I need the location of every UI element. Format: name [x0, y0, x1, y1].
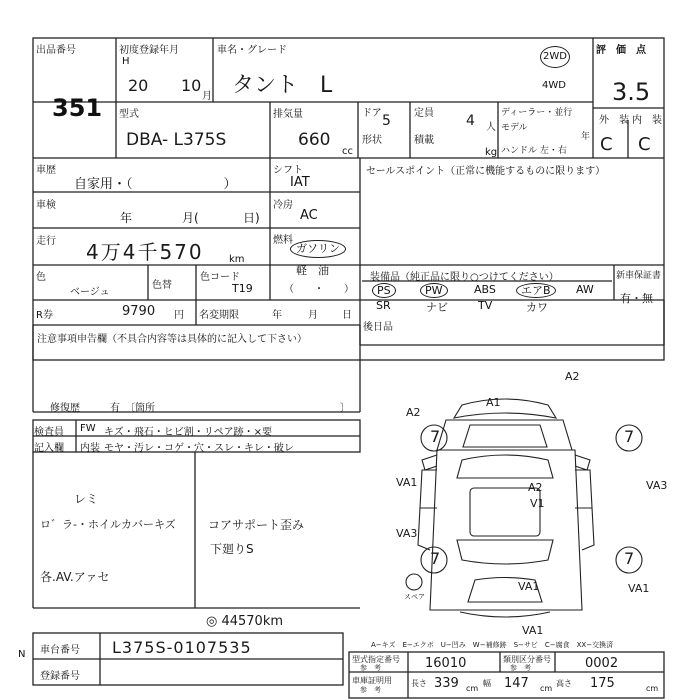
doors-label: ドア [362, 108, 382, 119]
lot-label: 出品番号 [36, 45, 76, 56]
mark-front-a1: A1 [486, 396, 501, 409]
len-unit: cm [466, 684, 479, 693]
mark-left-va3: VA3 [396, 527, 418, 540]
equip-leather: カワ [526, 301, 548, 314]
color-value: ベージュ [70, 287, 110, 298]
equip-airbag: エアB [516, 283, 556, 298]
dealer-year-unit: 年 [581, 132, 591, 142]
manual-value: 有・無 [620, 292, 653, 305]
lot-number: 351 [52, 94, 103, 122]
wid-value: 147 [504, 676, 529, 691]
repair-label: 修復歴 [50, 403, 80, 414]
spare-label: スペア [404, 593, 425, 601]
cert-label: 車庫証明用 [352, 676, 392, 685]
shape-label: 形状 [362, 135, 382, 146]
equip-ps: PS [372, 283, 396, 298]
reg-no-label: 登録番号 [40, 671, 80, 682]
name-change-label: 名変期限 [199, 310, 239, 321]
mark-bumper-va1: VA1 [522, 624, 544, 637]
wheel-fr-mark: 7 [624, 427, 635, 446]
recycle-unit: 円 [174, 310, 184, 321]
note-4: 下廻りS [210, 542, 254, 556]
grade-value: 3.5 [612, 78, 651, 106]
exterior-label: 外 装 [599, 115, 629, 126]
cert-sub: 参 考 [360, 686, 381, 694]
n-mark: N [18, 649, 26, 660]
mark-right-va1: VA1 [628, 582, 650, 595]
fuel-gas-circled: ガソリン [290, 240, 346, 258]
chassis-label: 車台番号 [40, 645, 80, 656]
mileage-value: 4万4千570 [86, 240, 204, 264]
color-label: 色 [36, 272, 46, 283]
color-code-label: 色コード [200, 272, 240, 283]
drive-4wd: 4WD [542, 80, 566, 91]
wid-label: 幅 [483, 679, 491, 688]
wid-unit: cm [540, 684, 553, 693]
retrofit-label: 後日品 [363, 322, 393, 333]
inspection-day-unit: 日) [243, 211, 260, 225]
check-row1-head: FW [80, 423, 96, 434]
model-label: 型式 [119, 109, 139, 120]
wheel-rr-mark: 7 [624, 549, 635, 568]
equipment-label: 装備品（純正品に限り○つけてください） [370, 272, 559, 283]
entry-label: 記入欄 [34, 443, 64, 454]
len-value: 339 [434, 676, 459, 691]
mark-right-va3: VA3 [646, 479, 668, 492]
class-label: 類別区分番号 [503, 655, 551, 664]
len-label: 長さ [411, 679, 427, 688]
car-name-label: 車名・グレード [217, 45, 287, 56]
repair-value: 有 〔箇所 [110, 403, 155, 414]
equip-pw: PW [420, 283, 448, 298]
first-reg-era: H [122, 56, 130, 67]
drive-2wd-circled: 2WD [540, 46, 570, 68]
hgt-value: 175 [590, 676, 615, 691]
mark-rear-va1: VA1 [518, 580, 540, 593]
recycle-label: R券 [36, 310, 53, 321]
equip-sr: SR [376, 299, 391, 312]
dealer-model-label: モデル [501, 123, 528, 133]
mileage-note: ◎ 44570km [206, 614, 284, 629]
chassis-value: L375S-0107535 [112, 638, 252, 657]
inspection-month-unit: 月( [182, 211, 199, 225]
check-row2: モヤ・汚レ・コゲ・穴・スレ・キレ・破レ [104, 443, 294, 454]
recycle-value: 9790 [122, 304, 156, 319]
capacity-unit: 人 [486, 122, 496, 133]
mark-left-a2: A2 [406, 406, 421, 419]
mark-front-a2: A2 [565, 370, 580, 383]
fuel-diesel: 軽 油 [296, 264, 329, 277]
sales-point-label: セールスポイント（正常に機能するものに限ります） [366, 166, 606, 177]
mark-roof-a2: A2 [528, 481, 543, 494]
inspection-label: 車検 [36, 200, 56, 211]
dealer-label: ディーラー・並行 [501, 108, 573, 118]
check-row2-head: 内装 [80, 443, 100, 454]
inspection-year-unit: 年 [120, 211, 133, 225]
grade-label: 評 価 点 [596, 45, 646, 56]
color-change-label: 色替 [152, 280, 172, 291]
history-value: 自家用・（ ） [74, 177, 237, 192]
first-reg-month: 10 [181, 76, 202, 95]
wheel-rl-mark: 7 [430, 549, 441, 568]
capacity-value: 4 [466, 113, 475, 129]
notes-header: 注意事項申告欄（不具合内容等は具体的に記入して下さい） [37, 334, 307, 345]
equip-abs: ABS [474, 283, 496, 296]
hgt-label: 高さ [556, 679, 572, 688]
mark-left-va1: VA1 [396, 476, 418, 489]
manual-label: 新車保証書 [616, 271, 662, 281]
type-label: 型式指定番号 [352, 655, 400, 664]
mileage-label: 走行 [36, 236, 56, 247]
equip-navi: ナビ [426, 301, 448, 314]
shift-label: シフト [273, 165, 303, 176]
displacement-unit: cc [342, 146, 353, 157]
interior-label: 内 装 [632, 115, 662, 126]
note-2: ロ゛ラ-・ホイルカバーキズ [40, 518, 176, 531]
equipment-row2 [368, 299, 608, 313]
check-row1: キズ・飛石・ヒビ割・リペア跡・×要 [104, 427, 272, 438]
displacement-value: 660 [298, 130, 331, 150]
name-change-year: 年 [272, 310, 282, 321]
interior-value: C [638, 134, 651, 155]
damage-legend: A−キズ E−エクボ U−凹み W−補修跡 S−サビ C−腐食 XX−交換済 [371, 641, 614, 649]
repair-close: 〕 [340, 403, 350, 414]
mark-roof-v1: V1 [530, 497, 545, 510]
fuel-paren: （ ・ ） [284, 284, 354, 295]
type-value: 16010 [425, 656, 467, 671]
color-code-value: T19 [232, 282, 253, 295]
ac-label: 冷房 [273, 200, 293, 211]
mileage-unit: km [229, 254, 245, 265]
capacity-label: 定員 [414, 108, 434, 119]
doors-value: 5 [382, 113, 391, 129]
hgt-unit: cm [646, 684, 659, 693]
fuel-label: 燃料 [273, 235, 293, 246]
note-1: レミ [74, 492, 99, 506]
equipment-row1 [368, 283, 608, 299]
first-reg-label: 初度登録年月 [119, 45, 179, 56]
model-value: DBA- L375S [126, 130, 227, 150]
first-reg-year: 20 [128, 76, 149, 95]
first-reg-month-unit: 月 [202, 91, 212, 102]
note-3: コアサポート歪み [208, 518, 305, 532]
exterior-value: C [600, 134, 613, 155]
name-change-month: 月 [308, 310, 318, 321]
shift-value: IAT [290, 175, 310, 190]
displacement-label: 排気量 [273, 109, 303, 120]
type-sub: 参 考 [360, 664, 381, 672]
load-label: 積載 [414, 135, 434, 146]
equip-aw: AW [576, 283, 594, 296]
name-change-day: 日 [342, 310, 352, 321]
class-value: 0002 [585, 656, 619, 671]
inspector-label: 検査員 [34, 427, 64, 438]
load-unit: kg [485, 147, 498, 158]
ac-value: AC [300, 208, 318, 223]
equip-tv: TV [478, 299, 493, 312]
class-sub: 参 考 [510, 664, 531, 672]
wheel-fl-mark: 7 [430, 427, 441, 446]
car-name-value: タント L [232, 73, 333, 98]
history-label: 車歴 [36, 165, 56, 176]
note-5: 各.AV.アァセ [40, 570, 110, 584]
handle-label: ハンドル 左・右 [501, 146, 567, 156]
